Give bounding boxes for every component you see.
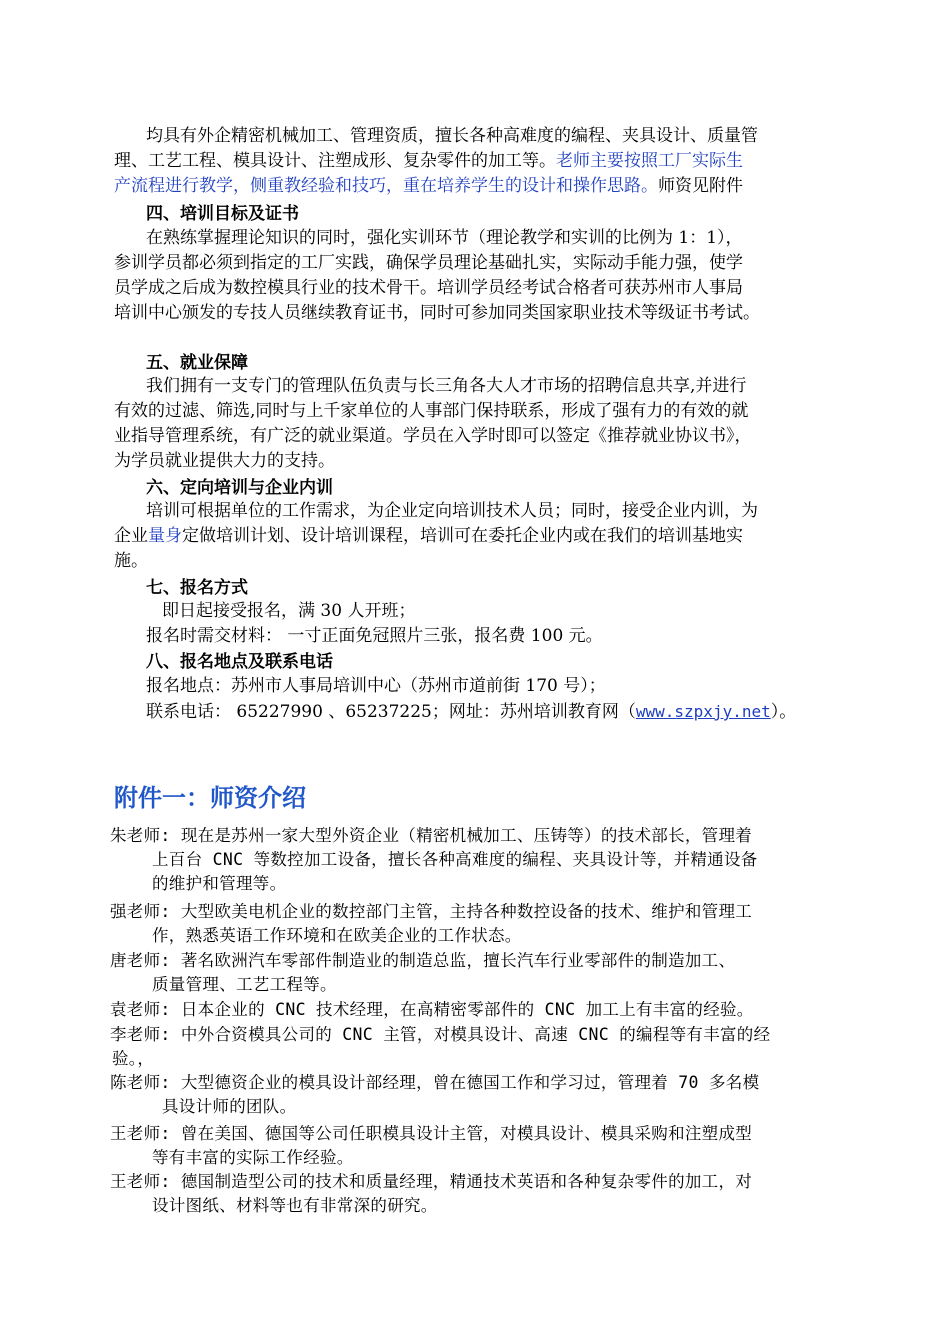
teacher-entry (110, 1170, 850, 1218)
targeted-training-paragraph (114, 499, 838, 574)
teacher-qualification-paragraph (114, 124, 838, 199)
teacher-entry (110, 824, 850, 896)
section-heading-training-goals: 四、培训目标及证书 (146, 204, 299, 224)
section-heading-registration: 七、报名方式 (146, 578, 248, 598)
section-heading-employment: 五、就业保障 (146, 353, 248, 373)
paragraph-line: 企业量身定做培训计划、设计培训课程，培训可在委托企业内或在我们的培训基地实 (114, 526, 743, 546)
paragraph-line: 报名时需交材料： 一寸正面免冠照片三张，报名费 100 元。 (146, 626, 603, 646)
teacher-entry (110, 1122, 850, 1170)
teacher-line: 上百台 CNC 等数控加工设备，擅长各种高难度的编程、夹具设计等，并精通设备 (152, 850, 758, 869)
section-heading-contact: 八、报名地点及联系电话 (146, 652, 333, 672)
teacher-line: 王老师: 曾在美国、德国等公司任职模具设计主管，对模具设计、模具采购和注塑成型 (110, 1124, 753, 1143)
paragraph-line: 员学成之后成为数控模具行业的技术骨干。培训学员经考试合格者可获苏州市人事局 (114, 278, 743, 298)
attachment-title: 附件一：师资介绍 (114, 783, 306, 812)
section-heading-targeted-training: 六、定向培训与企业内训 (146, 478, 333, 498)
paragraph-line: 培训中心颁发的专技人员继续教育证书，同时可参加同类国家职业技术等级证书考试。 (114, 303, 760, 323)
teacher-line: 王老师: 德国制造型公司的技术和质量经理，精通技术英语和各种复杂零件的加工，对 (110, 1172, 753, 1191)
teacher-line: 强老师: 大型欧美电机企业的数控部门主管，主持各种数控设备的技术、维护和管理工 (110, 902, 753, 921)
teacher-entry (110, 1023, 850, 1071)
teacher-line: 质量管理、工艺工程等。 (152, 975, 337, 994)
paragraph-line: 为学员就业提供大力的支持。 (114, 451, 335, 471)
teacher-entry (110, 900, 850, 948)
teacher-line: 的维护和管理等。 (152, 874, 287, 893)
teacher-line: 袁老师: 日本企业的 CNC 技术经理，在高精密零部件的 CNC 加工上有丰富的经验。 (110, 1000, 754, 1019)
paragraph-line: 培训可根据单位的工作需求，为企业定向培训技术人员；同时，接受企业内训，为 (146, 501, 758, 521)
teacher-line: 朱老师: 现在是苏州一家大型外资企业（精密机械加工、压铸等）的技术部长，管理着 (110, 826, 753, 845)
paragraph-line: 理、工艺工程、模具设计、注塑成形、复杂零件的加工等。老师主要按照工厂实际生 (114, 151, 743, 171)
highlighted-text: 产流程进行教学，侧重教经验和技巧，重在培养学生的设计和操作思路。 (114, 176, 658, 196)
paragraph-line: 均具有外企精密机械加工、管理资质，擅长各种高难度的编程、夹具设计、质量管 (146, 126, 758, 146)
contact-paragraph (114, 674, 838, 725)
paragraph-line: 我们拥有一支专门的管理队伍负责与长三角各大人才市场的招聘信息共享,并进行 (146, 376, 747, 396)
highlighted-text: 老师主要按照工厂实际生 (556, 151, 743, 171)
teacher-line: 陈老师: 大型德资企业的模具设计部经理，曾在德国工作和学习过，管理着 70 多名模 (110, 1073, 760, 1092)
teacher-line: 设计图纸、材料等也有非常深的研究。 (152, 1196, 438, 1215)
paragraph-line: 施。 (114, 551, 148, 571)
highlighted-text: 量身 (148, 526, 182, 546)
teacher-line: 李老师: 中外合资模具公司的 CNC 主管，对模具设计、高速 CNC 的编程等有丰富的经 (110, 1025, 771, 1044)
paragraph-line: 产流程进行教学，侧重教经验和技巧，重在培养学生的设计和操作思路。师资见附件 (114, 176, 743, 196)
paragraph-line: 有效的过滤、筛选,同时与上千家单位的人事部门保持联系，形成了强有力的有效的就 (114, 401, 749, 421)
teacher-entry (110, 998, 850, 1022)
teacher-line: 验。， (112, 1049, 155, 1068)
training-goals-paragraph (114, 226, 838, 326)
teacher-entry (110, 949, 850, 997)
paragraph-line: 参训学员都必须到指定的工厂实践，确保学员理论基础扎实，实际动手能力强，使学 (114, 253, 743, 273)
teacher-line: 具设计师的团队。 (162, 1097, 297, 1116)
paragraph-line: 即日起接受报名，满 30 人开班； (162, 601, 416, 621)
paragraph-line: 业指导管理系统，有广泛的就业渠道。学员在入学时即可以签定《推荐就业协议书》， (114, 426, 752, 446)
address-line: 报名地点：苏州市人事局培训中心（苏州市道前街 170 号）； (146, 676, 606, 696)
teacher-entry (110, 1071, 850, 1119)
website-link[interactable]: www.szpxjy.net (635, 702, 771, 721)
employment-paragraph (114, 374, 838, 474)
phone-line: 联系电话： 65227990 、65237225；网址：苏州培训教育网（www.szpxjy.net）。 (146, 702, 797, 722)
teacher-line: 等有丰富的实际工作经验。 (152, 1148, 354, 1167)
paragraph-line: 在熟练掌握理论知识的同时，强化实训环节（理论教学和实训的比例为 1：1）， (146, 228, 743, 248)
teacher-line: 作，熟悉英语工作环境和在欧美企业的工作状态。 (152, 926, 522, 945)
teacher-line: 唐老师: 著名欧洲汽车零部件制造业的制造总监，擅长汽车行业零部件的制造加工、 (110, 951, 736, 970)
registration-paragraph (114, 599, 838, 649)
